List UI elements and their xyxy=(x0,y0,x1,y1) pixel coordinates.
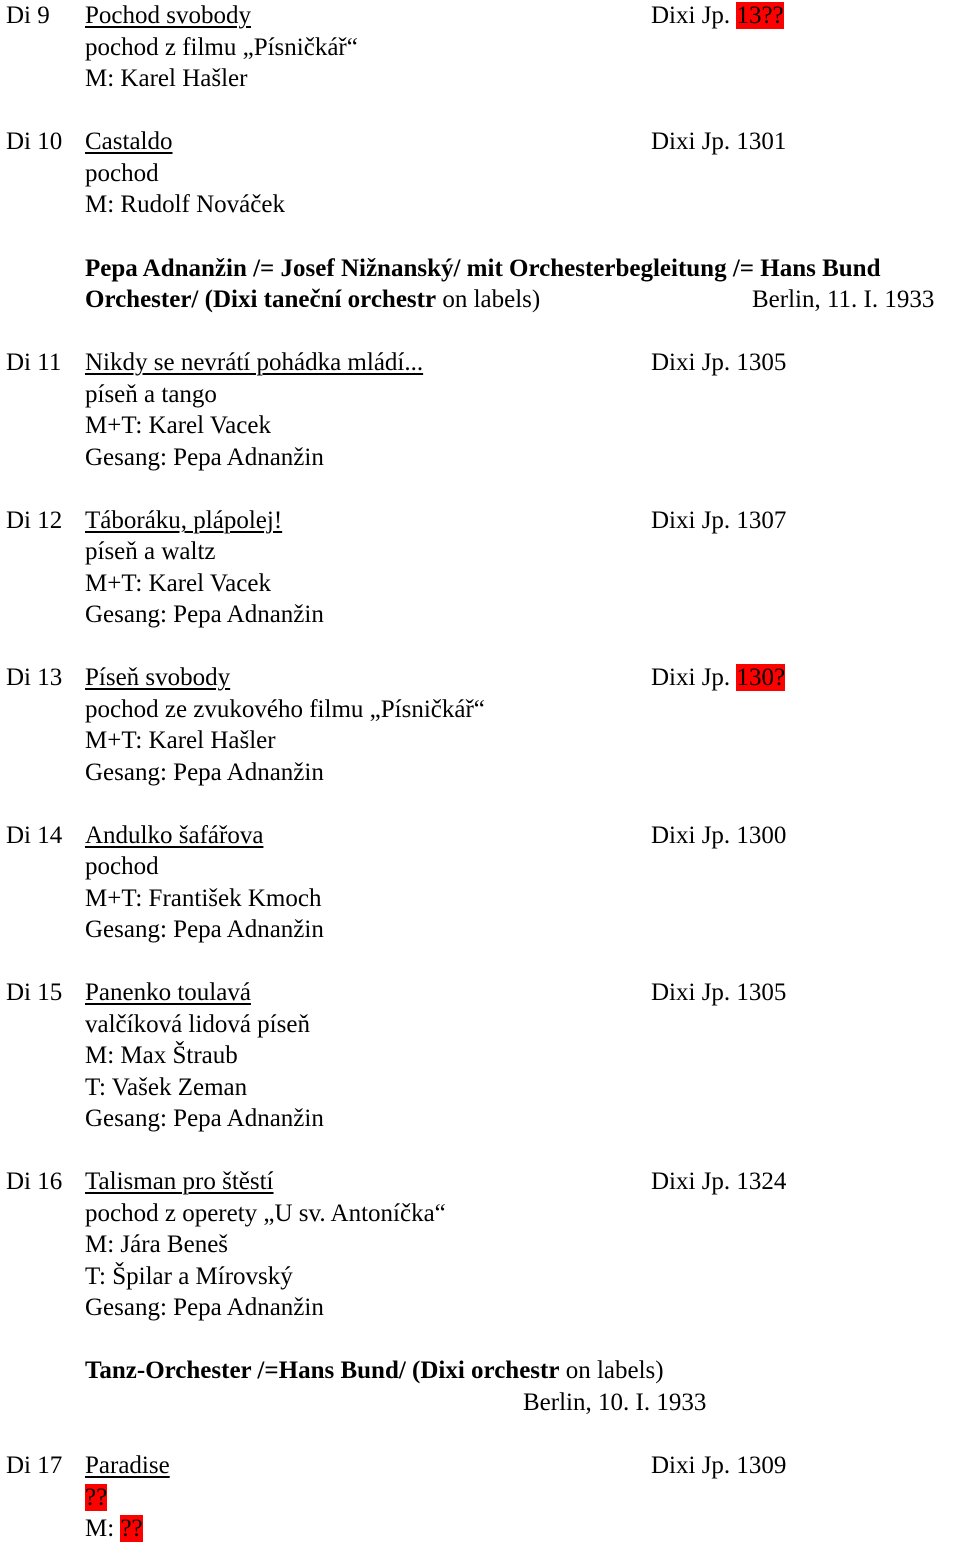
entry-composer: M: Max Štraub xyxy=(85,1042,238,1069)
entry-catalog: Dixi Jp. 1305 xyxy=(651,349,787,376)
composer-prefix: M: xyxy=(85,1515,121,1542)
entry-lyricist: T: Špilar a Mírovský xyxy=(85,1263,293,1290)
entry-composer: M: Rudolf Nováček xyxy=(85,191,285,218)
entry-genre: pochod xyxy=(85,853,159,880)
session-orchestra xyxy=(85,1356,664,1386)
entry-singer: Gesang: Pepa Adnanžin xyxy=(85,601,324,628)
entry-catalog xyxy=(651,663,785,693)
entry-genre: pochod xyxy=(85,160,159,187)
catalog-unknown-highlight: 13?? xyxy=(736,2,784,29)
catalog-unknown-highlight: 130? xyxy=(736,664,786,691)
session-place-date: Berlin, 11. I. 1933 xyxy=(752,286,935,313)
entry-singer: Gesang: Pepa Adnanžin xyxy=(85,916,324,943)
session-place-date: Berlin, 10. I. 1933 xyxy=(523,1389,707,1416)
entry-genre xyxy=(85,1483,107,1513)
entry-title: Talisman pro štěstí xyxy=(85,1168,274,1195)
entry-composer: M+T: Karel Hašler xyxy=(85,727,276,754)
entry-id: Di 16 xyxy=(6,1168,63,1195)
session-orchestra-bold: Tanz-Orchester /=Hans Bund/ (Dixi orchestr xyxy=(85,1357,560,1384)
entry-title: Andulko šafářova xyxy=(85,822,264,849)
entry-genre: pochod z filmu „Písničkář“ xyxy=(85,34,358,61)
entry-id: Di 9 xyxy=(6,2,50,29)
catalog-prefix: Dixi Jp. xyxy=(651,664,737,691)
entry-catalog: Dixi Jp. 1301 xyxy=(651,128,787,155)
entry-composer: M: Karel Hašler xyxy=(85,65,248,92)
entry-genre: valčíková lidová píseň xyxy=(85,1011,310,1038)
entry-id: Di 14 xyxy=(6,822,63,849)
entry-genre: píseň a waltz xyxy=(85,538,216,565)
entry-title: Pochod svobody xyxy=(85,2,251,29)
entry-id: Di 10 xyxy=(6,128,63,155)
session-orchestra xyxy=(85,285,540,315)
entry-singer: Gesang: Pepa Adnanžin xyxy=(85,1294,324,1321)
entry-composer: M+T: Karel Vacek xyxy=(85,412,271,439)
entry-genre: pochod ze zvukového filmu „Písničkář“ xyxy=(85,696,485,723)
session-orchestra-bold: Orchester/ (Dixi taneční orchestr xyxy=(85,286,437,313)
session-artists: Pepa Adnanžin /= Josef Nižnanský/ mit Orchesterbegleitung /= Hans Bund xyxy=(85,255,881,282)
session-orchestra-note: on labels) xyxy=(436,286,541,313)
entry-catalog: Dixi Jp. 1309 xyxy=(651,1452,787,1479)
entry-singer: Gesang: Pepa Adnanžin xyxy=(85,1105,324,1132)
entry-composer: M: Jára Beneš xyxy=(85,1231,229,1258)
entry-title: Táboráku, plápolej! xyxy=(85,507,283,534)
entry-id: Di 13 xyxy=(6,664,63,691)
entry-genre: pochod z operety „U sv. Antoníčka“ xyxy=(85,1200,446,1227)
entry-composer: M+T: Karel Vacek xyxy=(85,570,271,597)
entry-lyricist: T: Vašek Zeman xyxy=(85,1074,248,1101)
entry-id: Di 15 xyxy=(6,979,63,1006)
composer-unknown-highlight: ?? xyxy=(120,1515,143,1542)
entry-composer xyxy=(85,1514,143,1544)
entry-title: Paradise xyxy=(85,1452,170,1479)
entry-title: Nikdy se nevrátí pohádka mládí... xyxy=(85,349,424,376)
entry-composer: M+T: František Kmoch xyxy=(85,885,322,912)
entry-title: Píseň svobody xyxy=(85,664,231,691)
entry-title: Castaldo xyxy=(85,128,173,155)
entry-catalog xyxy=(651,1,784,31)
entry-catalog: Dixi Jp. 1307 xyxy=(651,507,787,534)
entry-singer: Gesang: Pepa Adnanžin xyxy=(85,759,324,786)
entry-catalog: Dixi Jp. 1324 xyxy=(651,1168,787,1195)
entry-id: Di 11 xyxy=(6,349,62,376)
genre-unknown-highlight: ?? xyxy=(85,1484,108,1511)
entry-id: Di 12 xyxy=(6,507,63,534)
entry-catalog: Dixi Jp. 1300 xyxy=(651,822,787,849)
entry-genre: píseň a tango xyxy=(85,381,217,408)
entry-title: Panenko toulavá xyxy=(85,979,251,1006)
entry-catalog: Dixi Jp. 1305 xyxy=(651,979,787,1006)
catalog-prefix: Dixi Jp. xyxy=(651,2,737,29)
session-orchestra-note: on labels) xyxy=(559,1357,664,1384)
entry-singer: Gesang: Pepa Adnanžin xyxy=(85,444,324,471)
entry-id: Di 17 xyxy=(6,1452,63,1479)
